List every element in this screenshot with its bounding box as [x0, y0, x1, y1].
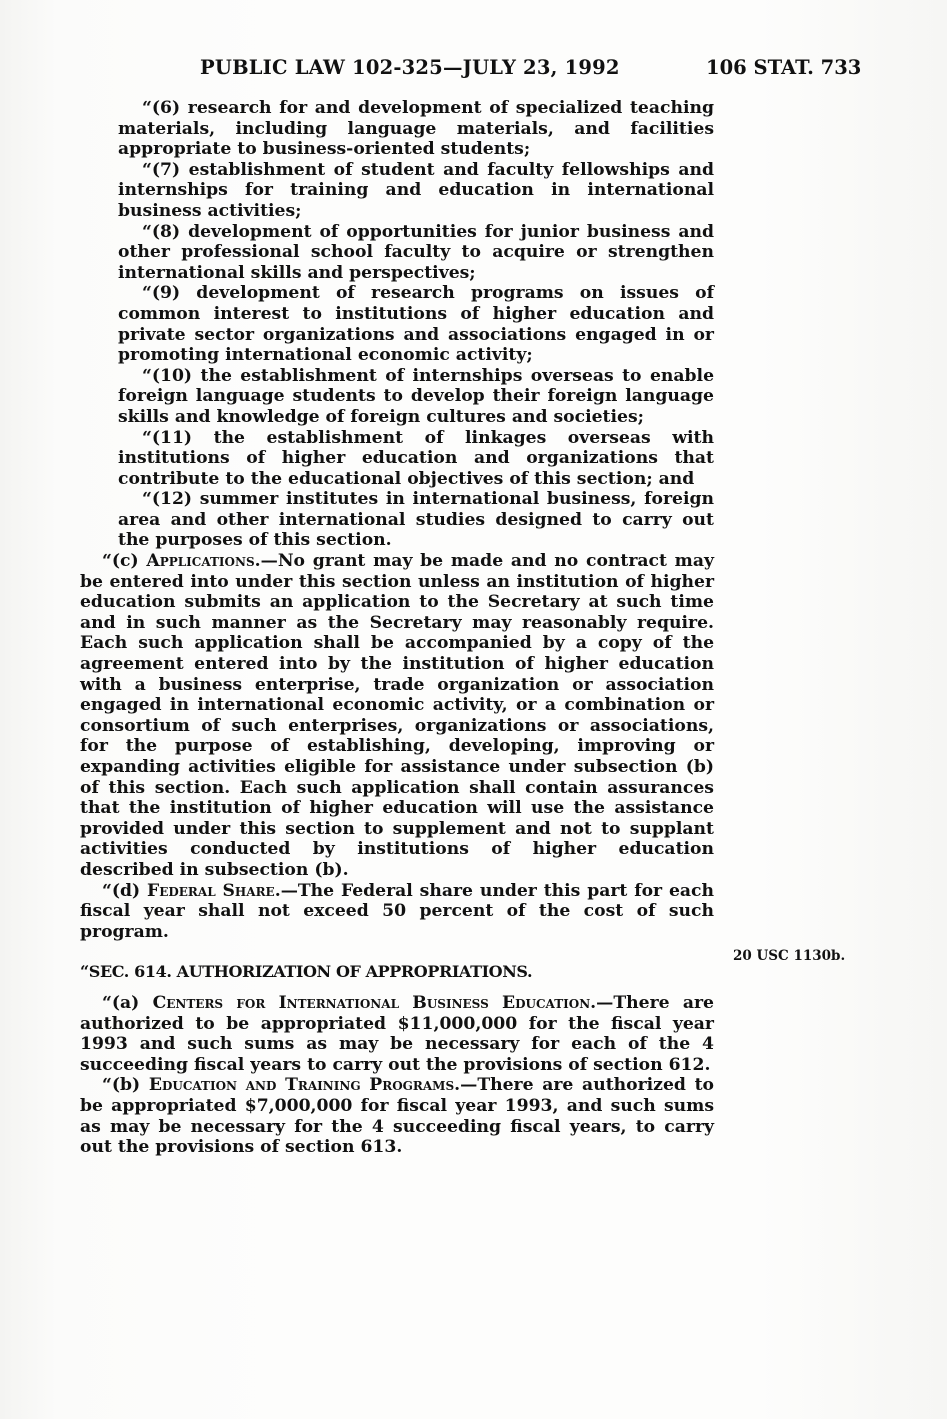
subsection-d-federal-share: [80, 881, 714, 943]
document-body: [80, 98, 714, 1158]
subsection-614b-prefix: “(b): [102, 1075, 149, 1096]
subsection-614a-centers: [80, 993, 714, 1075]
subsection-614b-text: —There are authorized to be appropriated $7,000,000 for fiscal year 1993, and such sums as may be necessary for the 4 succeeding fiscal years, to carry out the provisions of section 613.: [80, 1075, 714, 1158]
subsection-614b-heading: Education and Training Programs.: [148, 1075, 461, 1096]
subsection-c-text: —No grant may be made and no contract may be entered into under this section unless an institution of higher education submits an application to the Secretary at such time and in such manner as the Secretary may reasonably require. Each such application shall be accompanied by a copy of the agreement entered into by the institution of higher education with a business enterprise, trade organization or association engaged in international economic activity, or a combination or consortium of such enterprises, organizations or associations, for the purpose of establishing, developing, improving or expanding activities eligible for assistance under subsection (b) of this section. Each such application shall contain assurances that the institution of higher education will use the assistance provided under this section to supplement and not to supplant activities conducted by institutions of higher education described in subsection (b).: [80, 551, 714, 880]
subsection-c-applications: [80, 551, 714, 881]
subsection-c-prefix: “(c): [102, 551, 147, 572]
subsection-614b-education-training: [80, 1075, 714, 1157]
page-title: PUBLIC LAW 102-325—JULY 23, 1992: [200, 56, 620, 79]
list-item-7: “(7) establishment of student and faculty fellowships and internships for training and education in international business activities;: [118, 159, 714, 221]
subsection-614a-text: —There are authorized to be appropriated $11,000,000 for the fiscal year 1993 and such sums as may be necessary for each of the 4 succeeding fiscal years to carry out the provisions of section 612.: [80, 992, 714, 1075]
statute-page-number: 106 STAT. 733: [706, 56, 862, 79]
list-item-11: “(11) the establishment of linkages overseas with institutions of higher education and organizations that contribute to the educational objectives of this section; and: [118, 427, 714, 489]
list-item-10: “(10) the establishment of internships overseas to enable foreign language students to develop their foreign language skills and knowledge of foreign cultures and societies;: [118, 365, 714, 427]
page-header: [0, 56, 947, 88]
margin-citation-note: 20 USC 1130b.: [733, 948, 846, 964]
list-item-8: “(8) development of opportunities for junior business and other professional school faculty to acquire or strengthen international skills and perspectives;: [118, 221, 714, 283]
subsection-d-text: —The Federal share under this part for each fiscal year shall not exceed 50 percent of the cost of such program.: [80, 880, 715, 942]
section-614-heading: “SEC. 614. AUTHORIZATION OF APPROPRIATIONS.: [80, 962, 533, 982]
list-item-12: “(12) summer institutes in international business, foreign area and other international studies designed to carry out the purposes of this section.: [118, 489, 714, 551]
list-item-9: “(9) development of research programs on issues of common interest to institutions of higher education and private sector organizations and associations engaged in or promoting international economic activity;: [118, 283, 714, 366]
subsection-d-heading: Federal Share.: [147, 880, 281, 901]
subsection-614a-heading: Centers for International Business Education.: [152, 992, 597, 1013]
list-item-6: “(6) research for and development of specialized teaching materials, including language materials, and facilities appropriate to business-oriented students;: [118, 98, 714, 160]
subsection-c-heading: Applications.: [146, 551, 261, 572]
subsection-d-prefix: “(d): [102, 880, 148, 901]
subsection-614a-prefix: “(a): [102, 992, 153, 1013]
